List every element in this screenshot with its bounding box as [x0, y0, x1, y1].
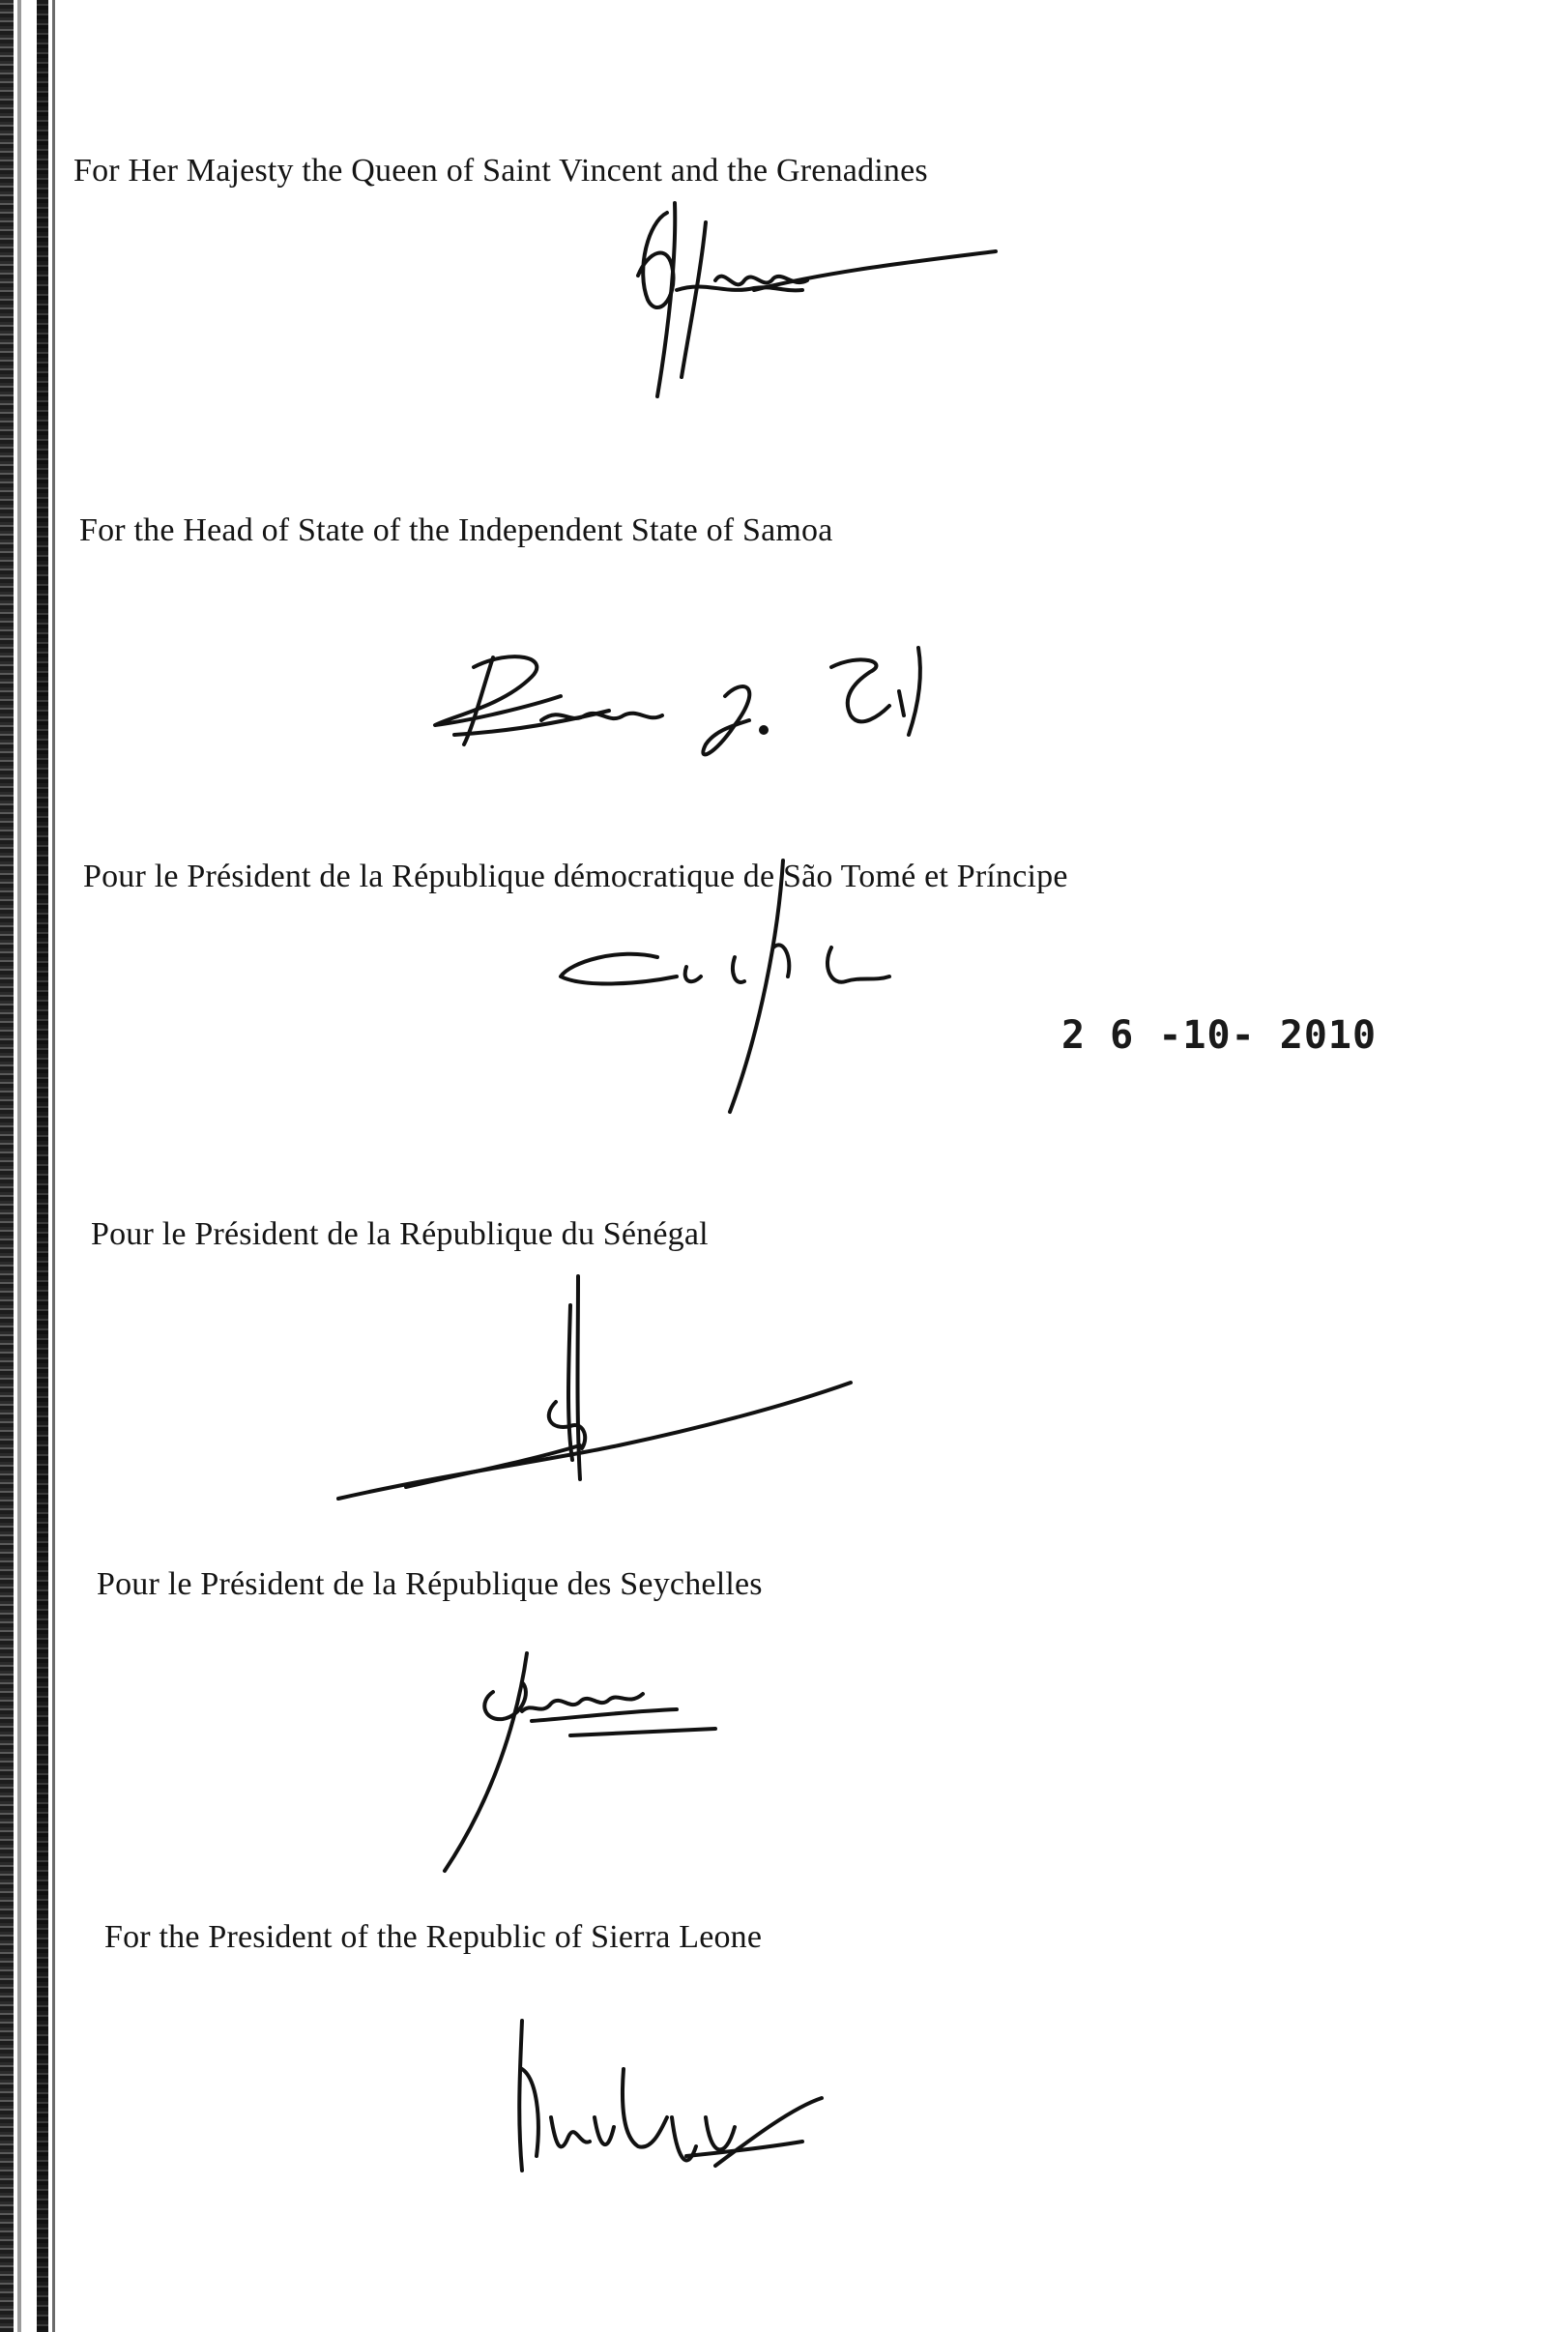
signature-senegal — [329, 1267, 870, 1508]
date-stamp: 2 6 -10- 2010 — [1061, 1013, 1378, 1058]
signature-saint-vincent — [609, 184, 1015, 406]
caption-saint-vincent: For Her Majesty the Queen of Saint Vincent and the Grenadines — [73, 153, 928, 189]
scanned-binding-edge — [0, 0, 58, 2332]
caption-seychelles: Pour le Président de la République des Seychelles — [97, 1566, 763, 1602]
caption-senegal: Pour le Président de la République du Sénégal — [91, 1216, 709, 1252]
caption-samoa: For the Head of State of the Independent State of Samoa — [79, 512, 833, 548]
signature-sierra-leone — [493, 2011, 841, 2195]
signature-samoa — [416, 638, 957, 773]
signature-sao-tome — [541, 841, 928, 1131]
signature-seychelles — [425, 1634, 735, 1885]
caption-sierra-leone: For the President of the Republic of Sierra Leone — [104, 1919, 763, 1955]
caption-sao-tome: Pour le Président de la République démocratique de São Tomé et Príncipe — [83, 859, 1068, 894]
